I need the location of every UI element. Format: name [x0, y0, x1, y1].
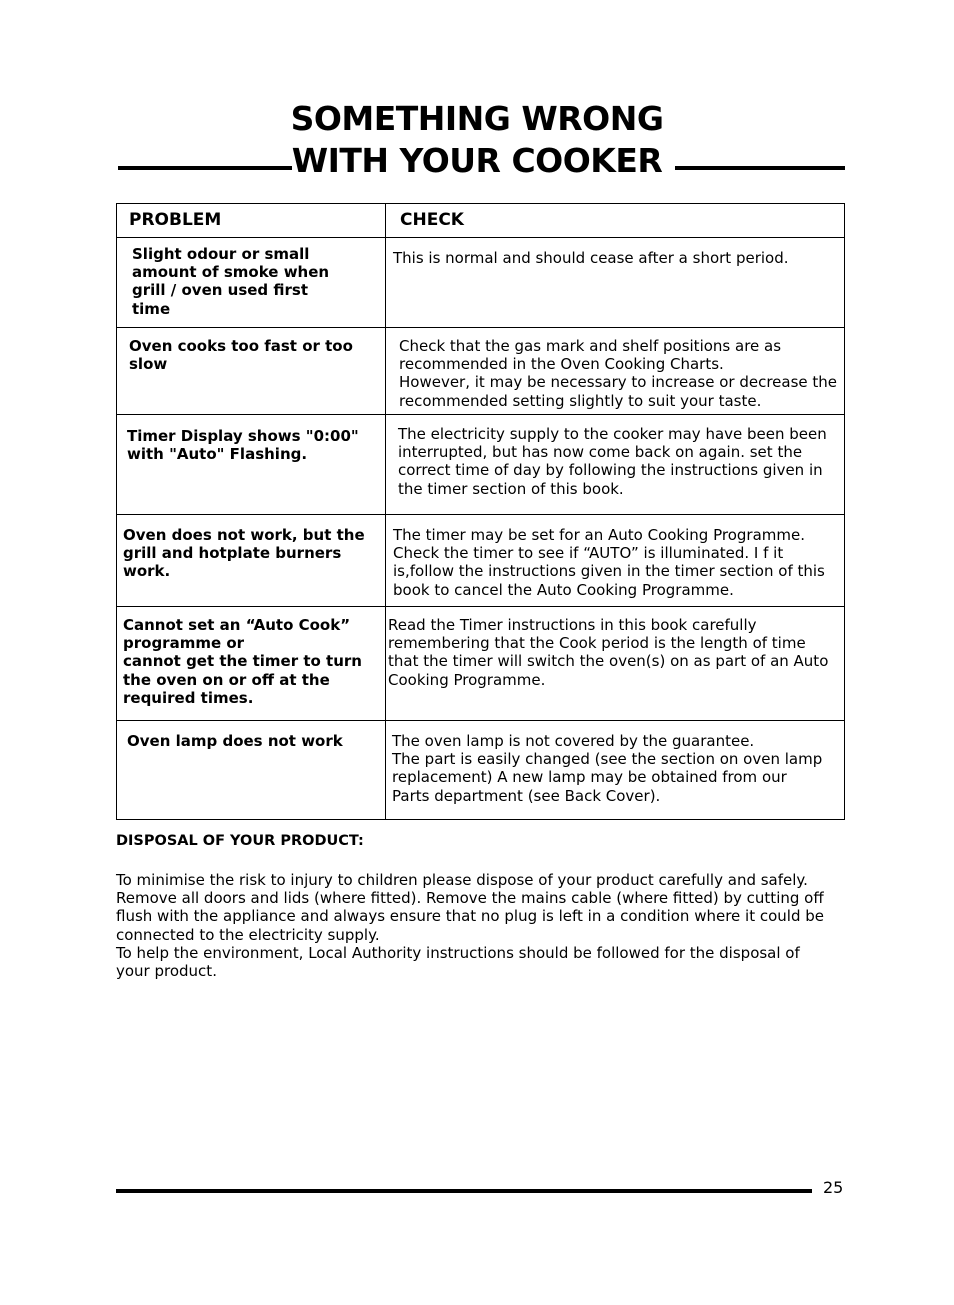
row-divider — [117, 720, 844, 721]
problem-cell: Oven does not work, but the grill and hotplate burners work. — [123, 526, 365, 581]
disposal-body: To minimise the risk to injury to children please dispose of your product carefully and safely. Remove all doors and lids (where fitted). Remove the mains cable (where fitted) by cutting off flush with the appliance and always ensure that no plug is left in a condition where it could be connected to the electricity supply. To help the environment, Local Authority instructions should be followed for the disposal of your product. — [116, 871, 824, 981]
problem-cell: Oven cooks too fast or too slow — [129, 337, 353, 374]
header-problem: PROBLEM — [129, 210, 222, 230]
check-cell: Check that the gas mark and shelf positions are as recommended in the Oven Cooking Charts. However, it may be necessary to increase or decrease the recommended setting slightly to suit your taste. — [399, 337, 838, 410]
footer-rule — [116, 1189, 812, 1193]
row-divider — [117, 606, 844, 607]
row-divider — [117, 237, 844, 238]
check-cell: The oven lamp is not covered by the guarantee. The part is easily changed (see the section on oven lamp replacement) A new lamp may be obtained from our Parts department (see Back Cover). — [392, 732, 823, 805]
check-cell: The electricity supply to the cooker may have been been interrupted, but has now come back on again. set the correct time of day by following the instructions given in the timer section of this book. — [398, 425, 827, 498]
row-divider — [117, 327, 844, 328]
disposal-heading: DISPOSAL OF YOUR PRODUCT: — [116, 833, 364, 849]
row-divider — [117, 414, 844, 415]
check-cell: This is normal and should cease after a short period. — [393, 249, 789, 267]
title-rule-right — [675, 166, 845, 170]
problem-cell: Timer Display shows "0:00" with "Auto" Flashing. — [127, 427, 359, 464]
check-cell: Read the Timer instructions in this book carefully remembering that the Cook period is the length of time that the timer will switch the oven(s) on as part of an Auto Cooking Programme. — [388, 616, 829, 689]
page-title-line-1: SOMETHING WRONG — [290, 99, 664, 138]
check-cell: The timer may be set for an Auto Cooking Programme. Check the timer to see if “AUTO” is illuminated. I f it is,follow the instructions given in the timer section of this book to cancel the Auto Cooking Programme. — [393, 526, 825, 599]
page-title-line-2: WITH YOUR COOKER — [291, 141, 663, 180]
problem-cell: Slight odour or small amount of smoke when grill / oven used first time — [132, 245, 330, 318]
problem-cell: Cannot set an “Auto Cook” programme or cannot get the timer to turn the oven on or off at the required times. — [123, 616, 362, 707]
troubleshooting-table — [116, 203, 845, 820]
column-divider — [385, 204, 386, 819]
problem-cell: Oven lamp does not work — [127, 732, 343, 750]
title-rule-left — [118, 166, 292, 170]
page-number: 25 — [823, 1178, 844, 1197]
row-divider — [117, 514, 844, 515]
header-check: CHECK — [400, 210, 464, 230]
